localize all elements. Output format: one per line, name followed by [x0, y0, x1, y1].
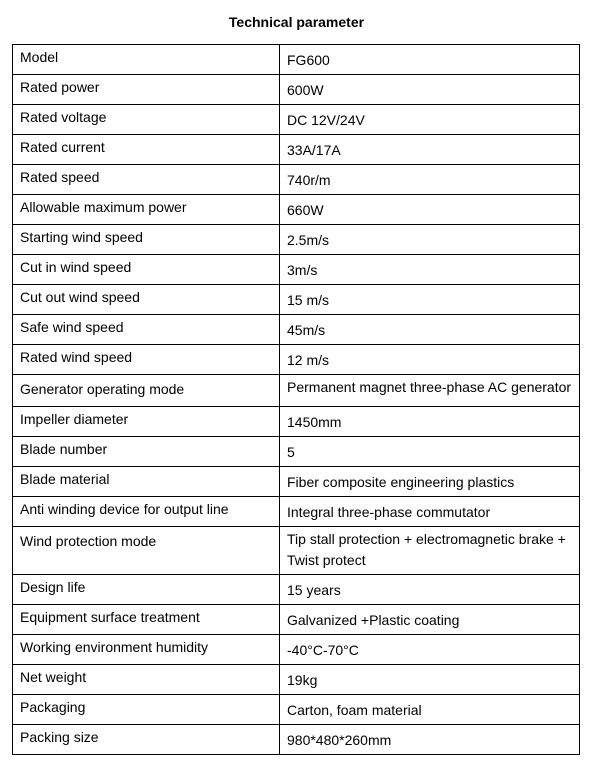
param-label: Blade number — [13, 437, 280, 467]
param-label: Working environment humidity — [13, 635, 280, 665]
table-row — [13, 225, 580, 255]
table-row — [13, 195, 580, 225]
table-row — [13, 315, 580, 345]
param-value: 33A/17A — [280, 135, 580, 165]
param-label: Rated current — [13, 135, 280, 165]
param-value: -40°C-70°C — [280, 635, 580, 665]
param-value: DC 12V/24V — [280, 105, 580, 135]
table-row — [13, 285, 580, 315]
param-label: Rated wind speed — [13, 345, 280, 375]
param-label: Cut in wind speed — [13, 255, 280, 285]
param-label: Rated voltage — [13, 105, 280, 135]
table-row — [13, 75, 580, 105]
param-value: Galvanized +Plastic coating — [280, 605, 580, 635]
param-label: Packaging — [13, 695, 280, 725]
table-row — [13, 665, 580, 695]
page-title: Technical parameter — [228, 14, 365, 30]
param-value: 980*480*260mm — [280, 725, 580, 755]
param-value: 740r/m — [280, 165, 580, 195]
param-value: 2.5m/s — [280, 225, 580, 255]
param-label: Cut out wind speed — [13, 285, 280, 315]
table-row — [13, 407, 580, 437]
param-label: Allowable maximum power — [13, 195, 280, 225]
param-value: 3m/s — [280, 255, 580, 285]
table-row — [13, 165, 580, 195]
param-value: Carton, foam material — [280, 695, 580, 725]
param-value: FG600 — [280, 45, 580, 75]
param-label: Safe wind speed — [13, 315, 280, 345]
param-value: Fiber composite engineering plastics — [280, 467, 580, 497]
param-label: Blade material — [13, 467, 280, 497]
table-row — [13, 45, 580, 75]
param-value: 5 — [280, 437, 580, 467]
table-row — [13, 635, 580, 665]
table-row — [13, 605, 580, 635]
table-row — [13, 375, 580, 407]
param-value: 15 years — [280, 575, 580, 605]
param-value: 45m/s — [280, 315, 580, 345]
param-label: Starting wind speed — [13, 225, 280, 255]
param-label: Design life — [13, 575, 280, 605]
param-label: Rated power — [13, 75, 280, 105]
table-row — [13, 695, 580, 725]
table-row — [13, 345, 580, 375]
param-value: Permanent magnet three-phase AC generator — [280, 375, 580, 407]
param-label: Wind protection mode — [13, 527, 280, 575]
param-label: Rated speed — [13, 165, 280, 195]
table-row — [13, 725, 580, 755]
table-row — [13, 255, 580, 285]
param-label: Impeller diameter — [13, 407, 280, 437]
table-row — [13, 437, 580, 467]
param-label: Net weight — [13, 665, 280, 695]
param-label: Anti winding device for output line — [13, 497, 280, 527]
param-value: 1450mm — [280, 407, 580, 437]
param-value: Integral three-phase commutator — [280, 497, 580, 527]
param-value: Tip stall protection + electromagnetic brake + Twist protect — [280, 527, 580, 575]
param-label: Packing size — [13, 725, 280, 755]
param-value: 15 m/s — [280, 285, 580, 315]
table-row — [13, 497, 580, 527]
param-value: 660W — [280, 195, 580, 225]
parameter-table — [12, 44, 580, 755]
table-row — [13, 467, 580, 497]
param-value: 600W — [280, 75, 580, 105]
param-value: 12 m/s — [280, 345, 580, 375]
param-value: 19kg — [280, 665, 580, 695]
param-label: Generator operating mode — [13, 375, 280, 407]
param-label: Model — [13, 45, 280, 75]
table-row — [13, 527, 580, 575]
table-row — [13, 105, 580, 135]
table-row — [13, 135, 580, 165]
param-label: Equipment surface treatment — [13, 605, 280, 635]
table-row — [13, 575, 580, 605]
